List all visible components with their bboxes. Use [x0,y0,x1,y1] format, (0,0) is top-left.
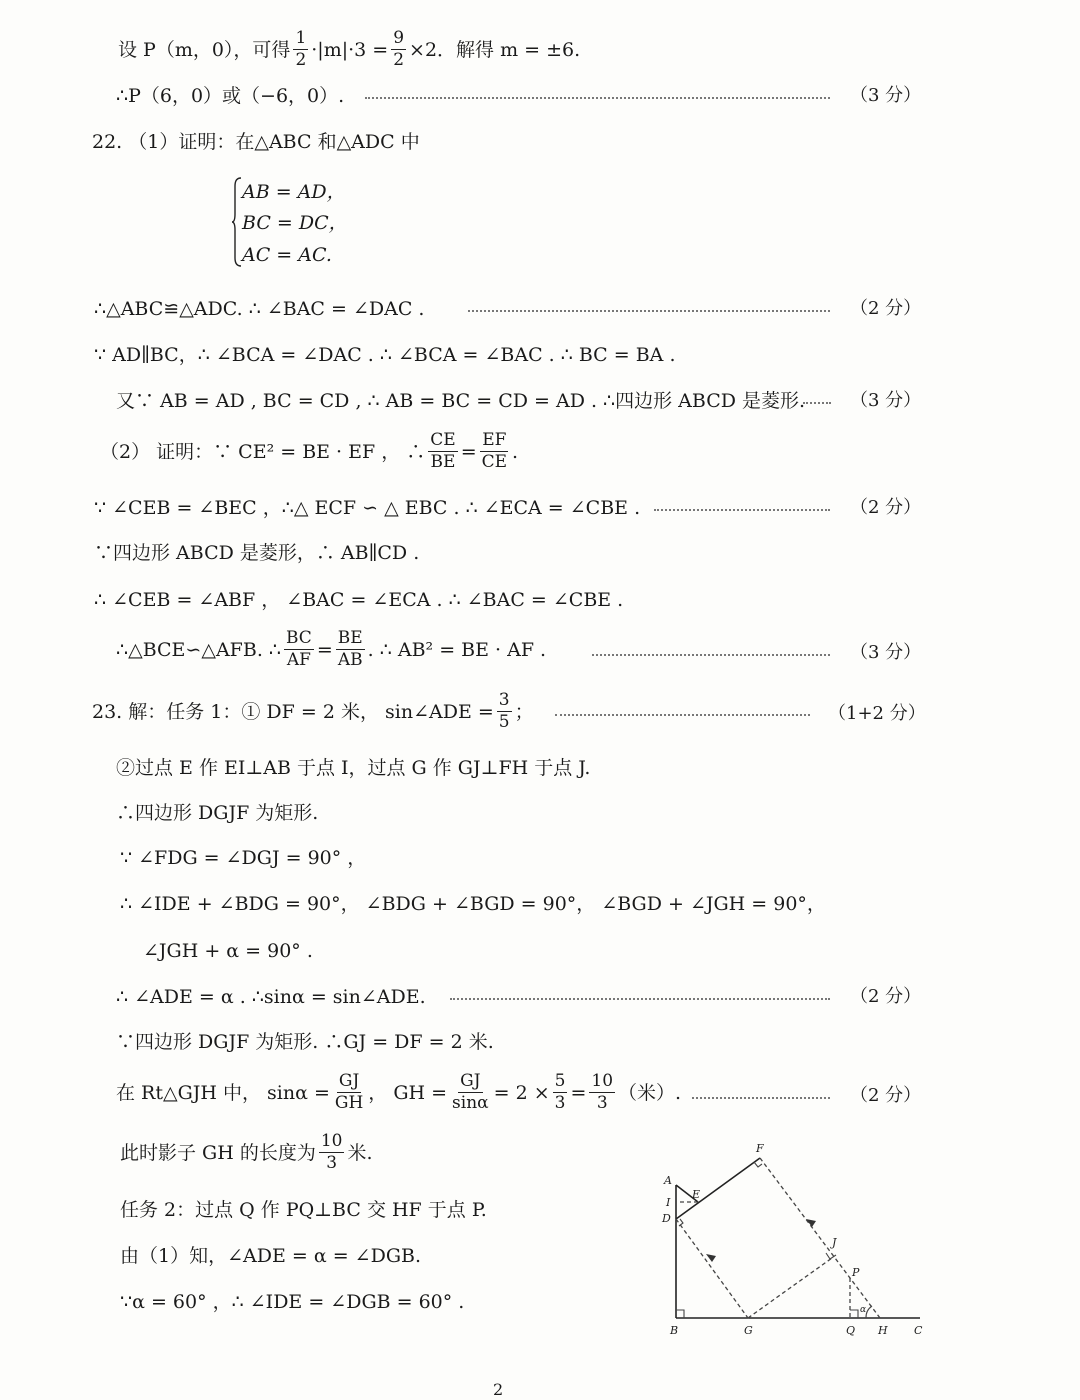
numerator: CE [430,430,456,450]
right-angle-d [679,1219,683,1226]
line-2 [116,84,344,108]
line-6 [116,389,805,413]
denominator: sinα [452,1093,489,1113]
numerator: EF [482,430,507,450]
fraction-three-fifths [497,690,512,733]
fraction-ten-thirds [319,1131,345,1174]
text: ∵四边形 DGJF 为矩形. ∴GJ = DF = 2 米. [116,1031,494,1053]
denominator: 3 [554,1093,566,1113]
label-h: H [878,1324,888,1337]
system-line-3: AC = AC. [242,244,332,266]
label-b: B [670,1324,679,1337]
arrow-dg [706,1254,716,1262]
fraction-bc-af [284,628,314,671]
text: （米）. [618,1081,682,1104]
score: （2 分） [850,1085,922,1106]
text: = [570,1081,587,1104]
denominator: 3 [596,1093,608,1113]
line-11 [116,628,546,671]
denominator: GH [334,1093,364,1113]
text: = [460,440,477,463]
denominator: CE [481,452,508,472]
score: （2 分） [850,298,922,319]
label-q: Q [846,1324,856,1337]
text: ∵四边形 ABCD 是菱形，∴ AB∥CD . [94,542,420,564]
text: ； [514,700,534,723]
label-f: F [756,1142,764,1155]
line-5 [94,343,676,367]
system-line-2: BC = DC， [242,212,348,234]
fraction-gj-gh [333,1071,365,1114]
text: ∴△ABC≌△ADC. ∴ ∠BAC = ∠DAC . [94,298,425,320]
line-9 [94,541,419,565]
numerator: 9 [393,28,405,48]
line-14 [116,801,318,825]
label-e: E [692,1188,701,1201]
numerator: BC [286,628,312,648]
text: ， GH = [368,1081,448,1104]
label-i: I [666,1196,671,1209]
denominator: 2 [295,50,307,70]
numerator: BE [337,628,363,648]
text: （2） 证明：∵ CE² = BE · EF ， ∴ [100,440,426,463]
line-21 [120,1131,373,1174]
line-16 [120,892,826,916]
text: ∴△BCE∽△AFB. ∴ [116,638,281,661]
angle-alpha-arc [866,1306,872,1318]
leader-dots [654,509,830,511]
text: ×2．解得 m = ±6. [409,38,581,61]
label-alpha: α [860,1305,867,1315]
text: . [512,440,519,463]
fraction-half [293,28,308,71]
board-df [676,1158,760,1219]
system-line-1: AB = AD， [242,181,346,203]
label-j: J [832,1236,837,1249]
numerator: 5 [554,1071,566,1091]
numerator: 10 [591,1071,614,1091]
fraction-nine-halves [391,28,406,71]
text: 又∵ AB = AD , BC = CD , ∴ AB = BC = CD = AD . ∴四边形 ABCD 是菱形. [116,390,806,412]
text: ∴ ∠CEB = ∠ABF ， ∠BAC = ∠ECA . ∴ ∠BAC = ∠CBE . [94,589,624,611]
numerator: 1 [295,28,307,48]
label-a: A [664,1174,672,1187]
text: 米. [347,1141,373,1164]
leader-dots [555,714,810,716]
fraction-five-thirds [553,1071,568,1114]
text: 在 Rt△GJH 中， sinα = [116,1081,330,1104]
denominator: 2 [393,50,405,70]
line-8 [94,496,640,520]
line-1 [118,28,580,71]
score: （2 分） [850,986,922,1007]
denominator: 5 [498,712,510,732]
leader-dots [592,654,830,656]
text: ∴四边形 DGJF 为矩形. [116,802,319,824]
fraction-gj-sin [450,1071,491,1114]
leader-dots [692,1097,830,1099]
numerator: 3 [498,690,510,710]
text: ∴ ∠IDE + ∠BDG = 90°， ∠BDG + ∠BGD = 90°， ∠BGD + ∠JGH = 90°， [120,893,826,915]
text: ∴ ∠ADE = α . ∴sinα = sin∠ADE. [116,986,426,1008]
right-angle-b [676,1310,684,1318]
text: ∴P（6，0）或（−6，0）. [116,85,345,107]
label-g: G [744,1324,753,1337]
text: 设 P（m，0），可得 [118,38,291,61]
label-d: D [662,1212,671,1225]
text: ·|m|·3 = [311,38,389,61]
line-19 [116,1030,494,1054]
text: 任务 2：过点 Q 作 PQ⊥BC 交 HF 于点 P. [120,1199,487,1221]
score: （1+2 分） [828,703,926,724]
line-13 [116,756,590,780]
line-23 [120,1244,421,1268]
text: = [316,638,333,661]
text: ∵ ∠CEB = ∠BEC ，∴△ ECF ∽ △ EBC . ∴ ∠ECA = ∠CBE . [94,497,641,519]
right-angle-q [850,1310,858,1318]
text: ∠JGH + α = 90° . [143,940,313,962]
text: . ∴ AB² = BE · AF . [367,638,547,661]
fraction-ten-thirds [589,1071,615,1114]
dashed-dg [676,1219,748,1318]
leader-dots [803,402,831,404]
text: ∵ ∠FDG = ∠DGJ = 90° ， [120,847,367,869]
score: （3 分） [850,642,922,663]
right-angle-f [754,1162,762,1167]
text: 23. 解：任务 1：① DF = 2 米， sin∠ADE = [92,700,494,723]
text: 由（1）知，∠ADE = α = ∠DGB. [120,1245,421,1267]
label-p: P [852,1266,860,1279]
score: （2 分） [850,497,922,518]
leader-dots [450,998,830,1000]
score: （3 分） [850,390,922,411]
brace [232,176,242,268]
leader-dots [365,97,830,99]
question-23-heading [92,690,534,733]
numerator: GJ [460,1071,481,1091]
denominator: AB [337,650,363,670]
line-7 [100,430,518,473]
leader-dots [468,310,830,312]
label-c: C [914,1324,923,1337]
line-20 [116,1071,681,1114]
fraction-be-ab [336,628,365,671]
numerator: 10 [320,1131,343,1151]
question-22-heading [92,130,420,154]
score: （3 分） [850,85,922,106]
denominator: BE [430,452,456,472]
dashed-gj [748,1258,832,1318]
text: ∵α = 60° ，∴ ∠IDE = ∠DGB = 60° . [120,1291,465,1313]
line-10 [94,588,623,612]
denominator: 3 [326,1153,338,1173]
text: = 2 × [493,1081,550,1104]
line-18 [116,985,426,1009]
numerator: GJ [338,1071,360,1091]
page-number: 2 [493,1380,504,1399]
line-4 [94,297,424,321]
dashed-fh [760,1158,880,1318]
text: ②过点 E 作 EI⊥AB 于点 I，过点 G 作 GJ⊥FH 于点 J. [116,757,591,779]
line-17 [143,939,313,963]
text: 22. （1）证明：在△ABC 和△ADC 中 [92,131,420,153]
fraction-ef-ce [480,430,509,473]
line-24 [120,1290,464,1314]
line-22 [120,1198,487,1222]
fraction-ce-be [428,430,457,473]
text: ∵ AD∥BC，∴ ∠BCA = ∠DAC . ∴ ∠BCA = ∠BAC . ∴ BC = BA . [94,344,676,366]
denominator: AF [286,650,311,670]
right-angle-j [826,1253,836,1259]
text: 此时影子 GH 的长度为 [120,1141,316,1164]
line-15 [120,846,366,870]
geometry-figure [650,1140,940,1360]
